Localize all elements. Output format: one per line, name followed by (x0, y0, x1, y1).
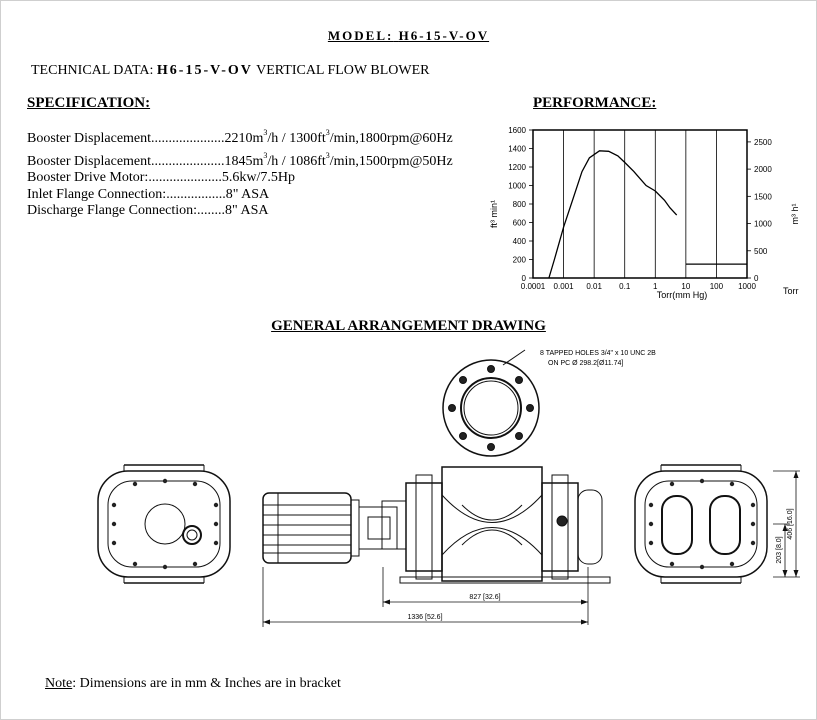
y-left-tick-label: 1400 (508, 144, 526, 154)
ga-drawing (0, 335, 817, 635)
dimension-406: 406 [16.0] (787, 508, 794, 540)
y-right-tick-label: 1500 (754, 192, 772, 202)
y-right-tick-label: 1000 (754, 219, 772, 229)
x-tick-label: 10 (681, 282, 691, 291)
dimension-827: 827 [32.6] (469, 594, 501, 601)
x-ticks (521, 282, 757, 291)
x-gridlines (533, 130, 747, 278)
x-tick-label: 0.0001 (520, 282, 546, 291)
y-right-ticks (747, 138, 772, 283)
dimension-1336: 1336 [52.6] (407, 614, 443, 621)
x-unit-label: Torr (783, 286, 799, 296)
performance-chart (480, 118, 810, 318)
spec-row: Discharge Flange Connection:........8" ASA (27, 203, 269, 218)
spec-row: Booster $Displacement.....................2210m^3/h$ / $1300ft^3/\min,1800rpm@60Hz$ (27, 128, 453, 146)
left-bolt-holes (112, 479, 218, 569)
specification-list (27, 125, 453, 220)
technical-description: VERTICAL FLOW BLOWER (256, 63, 430, 78)
y-left-ticks (508, 126, 533, 283)
y-left-tick-label: 1200 (508, 163, 526, 172)
holes-note-line1: 8 TAPPED HOLES 3/4" x 10 UNC 2B (540, 350, 656, 357)
model-title: MODEL: H6-15-V-OV (327, 28, 490, 43)
performance-heading: PERFORMANCE: (533, 95, 657, 111)
series-line (549, 151, 677, 278)
series-group (549, 151, 747, 278)
y-right-tick-label: 2500 (754, 137, 772, 147)
x-tick-label: 0.01 (586, 282, 602, 291)
flange-top-view (443, 350, 539, 456)
y-right-tick-label: 0 (754, 274, 759, 283)
technical-model-code: H6-15-V-OV (156, 63, 253, 78)
x-tick-label: 1 (653, 282, 658, 291)
x-tick-label: 100 (709, 282, 724, 291)
plot-frame (533, 130, 747, 278)
y-left-label: ft³ min¹ (489, 200, 499, 228)
y-right-tick-label: 2000 (754, 165, 772, 175)
y-left-tick-label: 600 (512, 218, 526, 228)
technical-prefix: TECHNICAL DATA: (31, 63, 154, 78)
holes-note-line2: ON PC Ø 298.2[Ø11.74] (548, 360, 624, 367)
motor-side-view (263, 493, 406, 563)
y-left-tick-label: 800 (512, 200, 526, 209)
y-right-tick-label: 500 (754, 246, 768, 256)
note-text: : Dimensions are in mm & Inches are in bracket (72, 676, 341, 691)
blower-side-view (400, 467, 610, 583)
dimension-arrows (263, 471, 799, 625)
y-left-tick-label: 200 (512, 255, 526, 265)
spec-row: Inlet Flange Connection:.................8" ASA (27, 186, 270, 202)
x-axis-label: Torr(mm Hg) (656, 290, 708, 300)
spec-row: Booster Drive Motor:.....................5.6kw/7.5Hp (27, 170, 295, 185)
ga-heading: GENERAL ARRANGEMENT DRAWING (271, 318, 546, 334)
y-left-tick-label: 400 (512, 237, 526, 246)
y-left-tick-label: 1000 (508, 181, 526, 191)
y-left-tick-label: 0 (521, 274, 526, 283)
note-label: Note (45, 676, 73, 691)
footer-note (45, 676, 341, 692)
x-tick-label: 1000 (738, 282, 756, 291)
y-right-label: m³ h¹ (790, 203, 800, 225)
x-tick-label: 0.001 (553, 282, 574, 291)
y-left-tick-label: 1600 (508, 126, 526, 135)
technical-data-line (31, 63, 429, 79)
spec-row: Booster $Displacement.....................1845m^3/h$ / $1086ft^3/\min,1500rpm@50Hz$ (27, 150, 453, 169)
dimension-lines (263, 471, 800, 627)
dimension-203: 203 [8.0] (776, 536, 783, 564)
specification-heading: SPECIFICATION: (27, 95, 151, 111)
x-tick-label: 0.1 (619, 282, 631, 291)
